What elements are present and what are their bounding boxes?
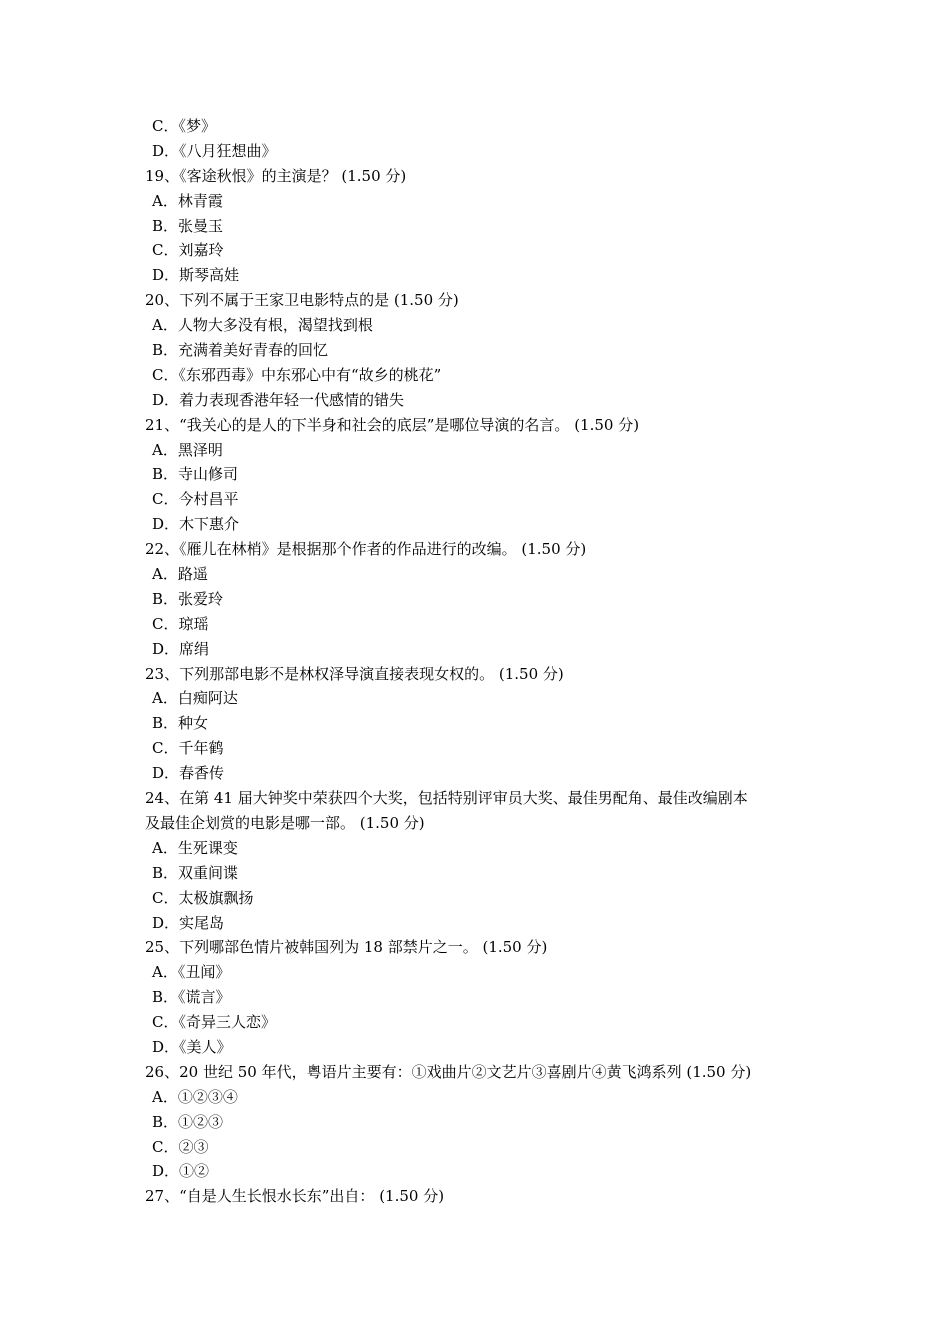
option-line: C．琼瑶 (152, 614, 209, 633)
option-line: D．《八月狂想曲》 (152, 141, 277, 160)
option-line: D．斯琴高娃 (152, 266, 240, 285)
question-line: 24、在第 41 届大钟奖中荣获四个大奖，包括特别评审员大奖、最佳男配角、最佳改编剧本 (145, 789, 748, 808)
option-line: A．人物大多没有根，渴望找到根 (152, 316, 373, 335)
option-line: B．种女 (152, 714, 209, 733)
option-line: C．《奇异三人恋》 (152, 1013, 276, 1032)
option-line: B．张爱玲 (152, 589, 224, 608)
option-line: D．春香传 (152, 764, 225, 783)
option-line: B．寺山修司 (152, 465, 239, 484)
question-line: 27、“自是人生长恨水长东”出自： (1.50 分) (145, 1187, 445, 1206)
question-line: 26、20 世纪 50 年代，粤语片主要有：①戏曲片②文艺片③喜剧片④黄飞鸿系列 (1.50 分) (145, 1062, 752, 1081)
option-line: A．黑泽明 (152, 440, 223, 459)
option-line: A．林青霞 (152, 191, 223, 210)
option-line: B．双重间谍 (152, 863, 239, 882)
option-line: D．席绢 (152, 639, 210, 658)
option-line: C．千年鹤 (152, 739, 224, 758)
option-line: A．白痴阿达 (152, 689, 238, 708)
option-line: D．①② (152, 1162, 210, 1181)
option-line: A．路遥 (152, 565, 208, 584)
option-line: D．实尾岛 (152, 913, 225, 932)
question-line: 21、“我关心的是人的下半身和社会的底层”是哪位导演的名言。 (1.50 分) (145, 415, 640, 434)
option-line: D．《美人》 (152, 1037, 232, 1056)
option-line: B．《谎言》 (152, 988, 231, 1007)
option-line: D．木下惠介 (152, 515, 240, 534)
option-line: C．②③ (152, 1137, 209, 1156)
option-line: A．生死课变 (152, 838, 238, 857)
question-line: 22、《雁儿在林梢》是根据那个作者的作品进行的改编。 (1.50 分) (145, 540, 587, 559)
option-line: C．《东邪西毒》中东邪心中有“故乡的桃花” (152, 365, 442, 384)
option-line: A．①②③④ (152, 1087, 238, 1106)
option-line: B．张曼玉 (152, 216, 224, 235)
question-line: 25、下列哪部色情片被韩国列为 18 部禁片之一。 (1.50 分) (145, 938, 548, 957)
question-line: 19、《客途秋恨》的主演是？ (1.50 分) (145, 166, 407, 185)
option-line: C．今村昌平 (152, 490, 239, 509)
option-line: A．《丑闻》 (152, 963, 231, 982)
option-line: C．刘嘉玲 (152, 241, 224, 260)
option-line: D．着力表现香港年轻一代感情的错失 (152, 390, 405, 409)
option-line: C．《梦》 (152, 117, 216, 135)
option-line: C．太极旗飘扬 (152, 888, 254, 907)
option-line: B．①②③ (152, 1112, 224, 1131)
document-page (145, 114, 815, 1209)
question-line: 20、下列不属于王家卫电影特点的是 (1.50 分) (145, 291, 459, 310)
question-line: 23、下列那部电影不是林权泽导演直接表现女权的。 (1.50 分) (145, 664, 564, 683)
question-line-continued: 及最佳企划赏的电影是哪一部。 (1.50 分) (145, 813, 425, 832)
option-line: B．充满着美好青春的回忆 (152, 341, 329, 360)
